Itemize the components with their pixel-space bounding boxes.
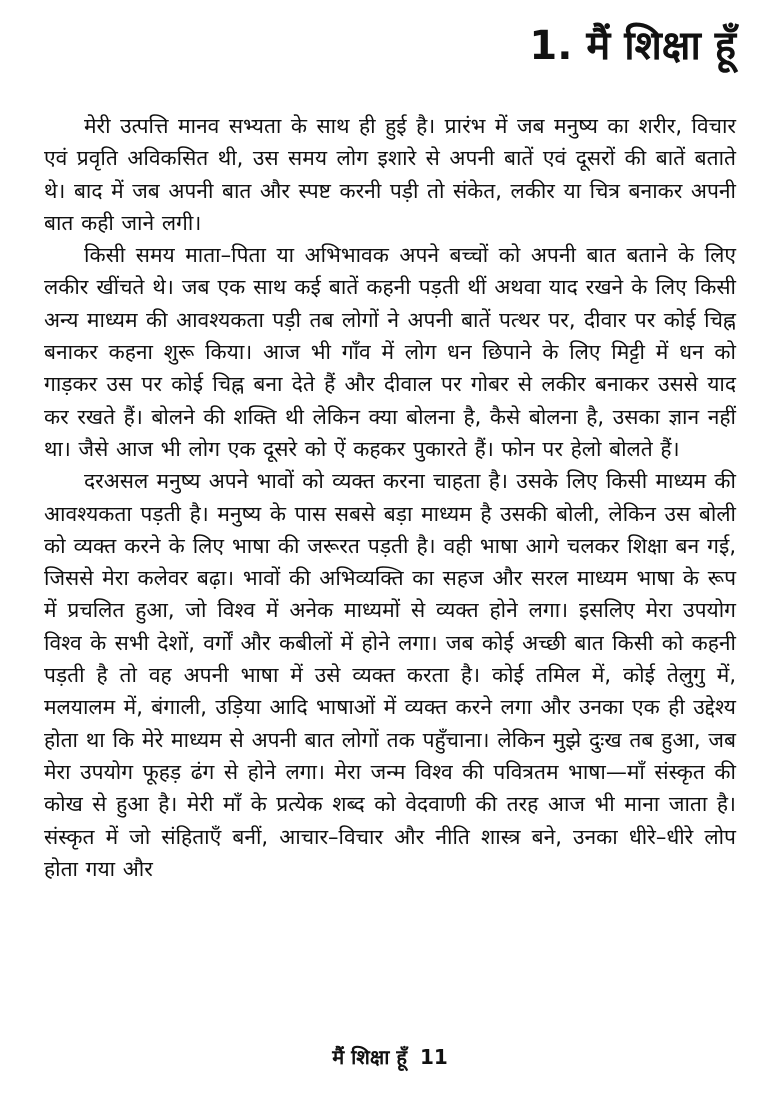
page-footer: [0, 1042, 780, 1072]
paragraph: किसी समय माता–पिता या अभिभावक अपने बच्चों को अपनी बात बताने के लिए लकीर खींचते थे। जब एक साथ कई बातें कहनी पड़ती थीं अथवा याद रखने के लिए किसी अन्य माध्यम की आवश्यकता पड़ी तब लोगों ने अपनी बातें पत्थर पर, दीवार पर कोई चिह्न बनाकर कहना शुरू किया। आज भी गाँव में लोग धन छिपाने के लिए मिट्टी में धन को गाड़कर उस पर कोई चिह्न बना देते हैं और दीवाल पर गोबर से लकीर बनाकर उससे याद कर रखते हैं। बोलने की शक्ति थी लेकिन क्या बोलना है, कैसे बोलना है, उसका ज्ञान नहीं था। जैसे आज भी लोग एक दूसरे को ऐं कहकर पुकारते हैं। फोन पर हेलो बोलते हैं।: [44, 243, 736, 461]
running-title: मैं शिक्षा हूँ: [332, 1045, 407, 1069]
page-number: 11: [419, 1045, 448, 1069]
chapter-body: [44, 110, 736, 885]
paragraph: दरअसल मनुष्य अपने भावों को व्यक्त करना चाहता है। उसके लिए किसी माध्यम की आवश्यकता पड़ती है। मनुष्य के पास सबसे बड़ा माध्यम है उसकी बोली, लेकिन उस बोली को व्यक्त करने के लिए भाषा की जरूरत पड़ती है। वही भाषा आगे चलकर शिक्षा बन गई, जिससे मेरा कलेवर बढ़ा। भावों की अभिव्यक्ति का सहज और सरल माध्यम भाषा के रूप में प्रचलित हुआ, जो विश्व में अनेक माध्यमों से व्यक्त होने लगा। इसलिए मेरा उपयोग विश्व के सभी देशों, वर्गों और कबीलों में होने लगा। जब कोई अच्छी बात किसी को कहनी पड़ती है तो वह अपनी भाषा में उसे व्यक्त करता है। कोई तमिल में, कोई तेलुगु में, मलयालम में, बंगाली, उड़िया आदि भाषाओं में व्यक्त करने लगा और उनका एक ही उद्देश्य होता था कि मेरे माध्यम से अपनी बात लोगों तक पहुँचाना। लेकिन मुझे दुःख तब हुआ, जब मेरा उपयोग फूहड़ ढंग से होने लगा। मेरा जन्म विश्व की पवित्रतम भाषा—माँ संस्कृत की कोख से हुआ है। मेरी माँ के प्रत्येक शब्द को वेदवाणी की तरह आज भी माना जाता है। संस्कृत में जो संहिताएँ बनीं, आचार–विचार और नीति शास्त्र बने, उनका धीरे–धीरे लोप होता गया और: [44, 469, 736, 881]
paragraph: मेरी उत्पत्ति मानव सभ्यता के साथ ही हुई है। प्रारंभ में जब मनुष्य का शरीर, विचार एवं प्रवृति अविकसित थी, उस समय लोग इशारे से अपनी बातें एवं दूसरों की बातें बताते थे। बाद में जब अपनी बात और स्पष्ट करनी पड़ी तो संकेत, लकीर या चित्र बनाकर अपनी बात कही जाने लगी।: [44, 114, 736, 235]
chapter-title: 1. मैं शिक्षा हूँ: [529, 23, 736, 69]
